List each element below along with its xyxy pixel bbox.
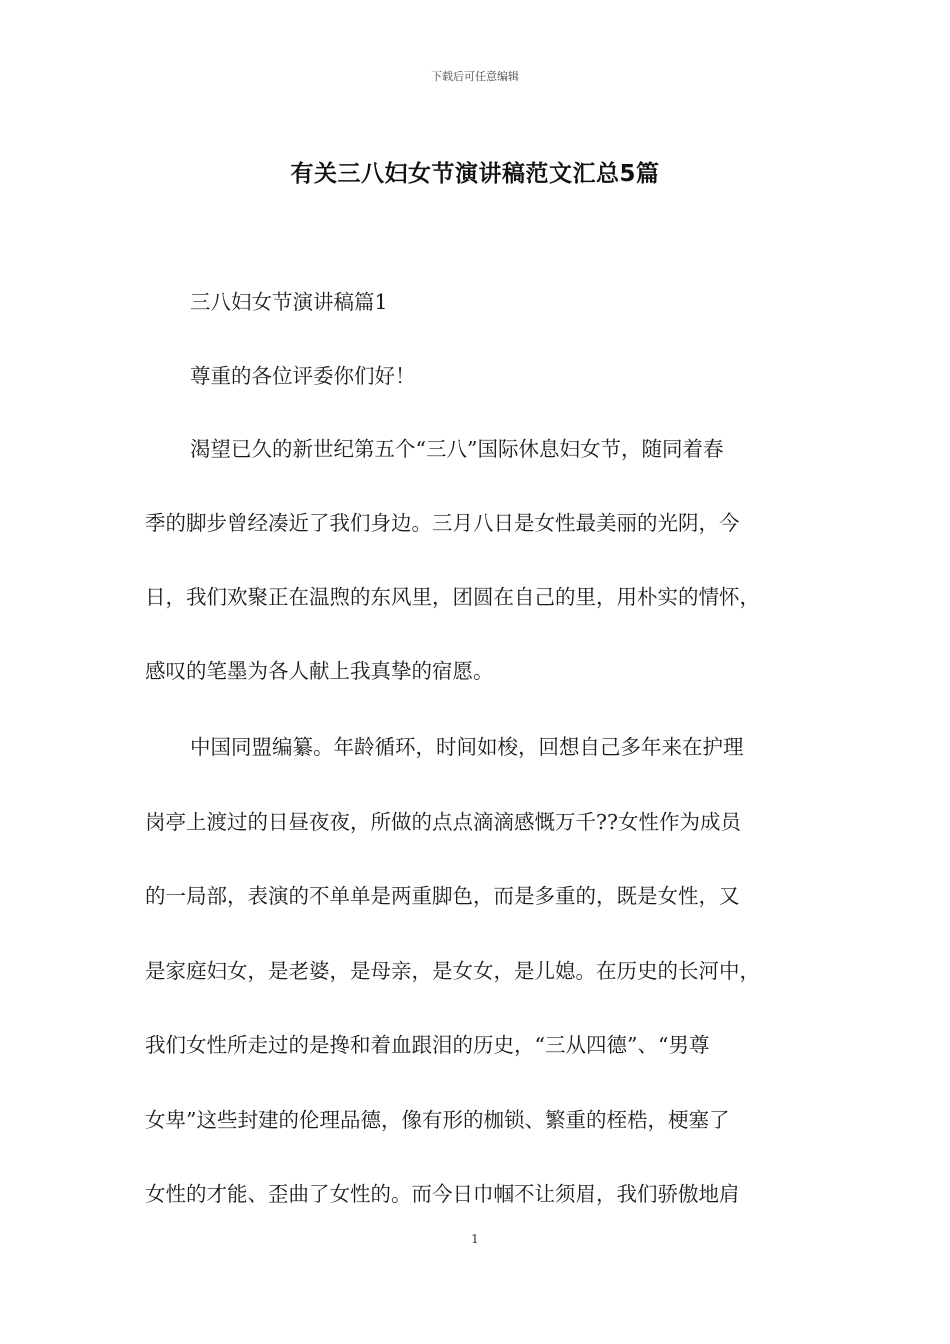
paragraph-line: 尊重的各位评委你们好！ <box>190 364 416 388</box>
paragraph-line: 岗亭上渡过的日昼夜夜，所做的点点滴滴感慨万千??女性作为成员 <box>145 810 741 834</box>
paragraph-line: 渴望已久的新世纪第五个“三八”国际休息妇女节，随同着春 <box>190 437 724 461</box>
document-title: 有关三八妇女节演讲稿范文汇总5篇 <box>290 161 660 187</box>
paragraph-line: 中国同盟编纂。年龄循环，时间如梭，回想自己多年来在护理 <box>190 735 744 759</box>
section-heading: 三八妇女节演讲稿篇1 <box>190 290 388 314</box>
paragraph-line: 我们女性所走过的是搀和着血跟泪的历史，“三从四德”、“男尊 <box>145 1033 710 1057</box>
paragraph-line: 季的脚步曾经凑近了我们身边。三月八日是女性最美丽的光阴，今 <box>145 511 740 535</box>
paragraph-line: 女卑”这些封建的伦理品德，像有形的枷锁、繁重的桎梏，梗塞了 <box>145 1108 730 1132</box>
paragraph-line: 感叹的笔墨为各人献上我真挚的宿愿。 <box>145 659 494 683</box>
paragraph-line: 女性的才能、歪曲了女性的。而今日巾帼不让须眉，我们骄傲地肩 <box>145 1182 740 1206</box>
paragraph-line: 的一局部，表演的不单单是两重脚色，而是多重的，既是女性，又 <box>145 884 740 908</box>
page-number: 1 <box>471 1232 479 1246</box>
header-note: 下载后可任意编辑 <box>431 70 519 83</box>
paragraph-line: 日，我们欢聚正在温煦的东风里，团圆在自己的里，用朴实的情怀， <box>145 585 760 609</box>
paragraph-line: 是家庭妇女，是老婆，是母亲，是女女，是儿媳。在历史的长河中， <box>145 959 760 983</box>
